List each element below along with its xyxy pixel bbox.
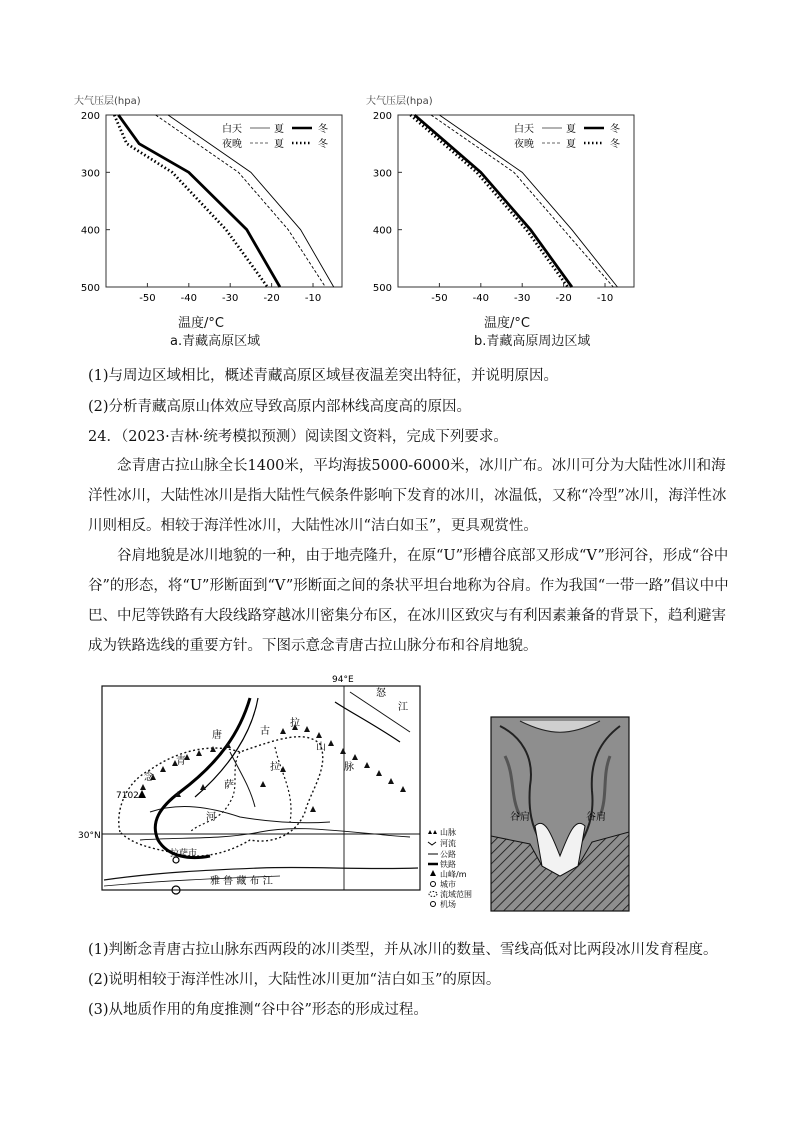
- map-label-tang: 唐: [212, 730, 222, 741]
- map-label-mai: 脉: [344, 762, 354, 773]
- chart-a-legend-day: 白天: [222, 124, 242, 135]
- chart-b: [362, 92, 652, 322]
- x-tick-label: -20: [263, 293, 280, 304]
- chart-a: [70, 92, 360, 322]
- x-tick-label: -50: [431, 293, 448, 304]
- svg-text:河流: 河流: [440, 839, 456, 848]
- svg-text:山峰/m: 山峰/m: [440, 870, 467, 879]
- valley-shoulder-label-left: 谷肩: [510, 812, 530, 823]
- y-tick-label: 300: [80, 168, 100, 180]
- chart-a-caption: a.青藏高原区域: [170, 334, 261, 349]
- x-tick-label: -30: [222, 293, 239, 304]
- chart-b-legend-summer2: 夏: [566, 139, 576, 150]
- map-lat-label: 30°N: [78, 831, 101, 841]
- valley-shoulder-label-right: 谷肩: [586, 812, 606, 823]
- chart-b-ylabel: 大气压层(hpa): [366, 96, 433, 107]
- chart-a-ylabel: 大气压层(hpa): [74, 96, 141, 107]
- chart-a-legend-night: 夜晚: [222, 139, 242, 150]
- map-lon-label: 94°E: [332, 675, 354, 685]
- x-tick-label: -10: [596, 293, 614, 304]
- q23-item-1: (1)与周边区域相比，概述青藏高原区域昼夜温差突出特征，并说明原因。: [88, 368, 559, 384]
- nyainqentanglha-map: [78, 672, 472, 912]
- map-label-yarlung: 雅 鲁 藏 布 江: [210, 876, 273, 887]
- chart-b-legend-winter: 冬: [610, 124, 620, 135]
- chart-a-legend-summer: 夏: [274, 124, 284, 135]
- svg-text:城市: 城市: [440, 880, 456, 889]
- map-legend: [428, 827, 472, 909]
- svg-text:机场: 机场: [440, 900, 456, 909]
- map-label-nu: 怒: [376, 688, 386, 699]
- x-tick-label: -40: [472, 293, 489, 304]
- y-tick-label: 300: [372, 168, 392, 180]
- series-line-3: [410, 115, 567, 287]
- q24-item-1: (1)判断念青唐古拉山脉东西两段的冰川类型，并从冰川的数量、雪线高低对比两段冰川发育程度。: [88, 942, 718, 958]
- map-label-la: 拉: [290, 718, 300, 729]
- valley-shoulder-sketch: [490, 716, 630, 912]
- y-tick-label: 200: [80, 111, 100, 122]
- series-line-2: [415, 115, 572, 287]
- city-lhasa-label: 拉萨市: [170, 849, 198, 859]
- map-label-nian: 念: [144, 772, 154, 783]
- map-label-shan: 山: [316, 742, 326, 753]
- q23-item-2: (2)分析青藏高原山体效应导致高原内部林线高度高的原因。: [88, 399, 472, 415]
- q24-item-2: (2)说明相较于海洋性冰川，大陆性冰川更加“洁白如玉”的原因。: [88, 972, 501, 988]
- chart-a-legend-winter2: 冬: [318, 139, 328, 150]
- chart-b-legend-day: 白天: [514, 124, 534, 135]
- q24-paragraph-1: 念青唐古拉山脉全长1400米，平均海拔5000-6000米，冰川广布。冰川可分为大陆性冰川和海洋性冰川，大陆性冰川是指大陆性气候条件影响下发育的冰川，冰温低，又称“冷型”冰川，海洋性冰川则相反。相较于海洋性冰川，大陆性冰川“洁白如玉”，更具观赏性。: [88, 458, 727, 534]
- chart-a-legend-summer2: 夏: [274, 139, 284, 150]
- q24-paragraph-2: 谷肩地貌是冰川地貌的一种，由于地壳隆升，在原“U”形槽谷底部又形成“V”形河谷，形成“谷中谷”的形态，将“U”形断面到“V”形断面之间的条状平坦台地称为谷肩。作为我国“一带一路”倡议中中巴、中尼等铁路有大段线路穿越冰川密集分布区，在冰川区致灾与有利因素兼备的背景下，趋利避害成为铁路选线的重要方针。下图示意念青唐古拉山脉分布和谷肩地貌。: [88, 548, 729, 654]
- map-label-lasa-1: 拉: [270, 762, 280, 773]
- y-tick-label: 200: [372, 111, 392, 122]
- peak-elevation: 7102: [116, 791, 139, 801]
- x-tick-label: -30: [514, 293, 531, 304]
- q24-header: 24．（2023·吉林·统考模拟预测）阅读图文资料，完成下列要求。: [88, 429, 508, 445]
- q24-item-3: (3)从地质作用的角度推测“谷中谷”形态的形成过程。: [88, 1002, 428, 1018]
- svg-text:流域范围: 流域范围: [440, 890, 472, 899]
- svg-text:铁路: 铁路: [440, 860, 456, 869]
- x-tick-label: -40: [180, 293, 197, 304]
- chart-b-xlabel: 温度/°C: [484, 316, 530, 331]
- chart-b-legend-winter2: 冬: [610, 139, 620, 150]
- map-label-lasa-3: 河: [206, 812, 216, 823]
- y-tick-label: 400: [372, 225, 392, 237]
- y-tick-label: 500: [372, 283, 392, 294]
- map-label-gu: 古: [260, 726, 270, 737]
- map-label-lasa-2: 萨: [224, 780, 234, 791]
- x-tick-label: -10: [304, 293, 322, 304]
- x-tick-label: -50: [139, 293, 156, 304]
- svg-text:公路: 公路: [440, 850, 456, 859]
- svg-text:山脉: 山脉: [440, 828, 456, 837]
- y-tick-label: 500: [80, 283, 100, 294]
- chart-a-xlabel: 温度/°C: [178, 316, 224, 331]
- x-tick-label: -20: [555, 293, 572, 304]
- map-label-qing: 青: [176, 756, 186, 767]
- chart-b-caption: b.青藏高原周边区域: [474, 334, 591, 349]
- y-tick-label: 400: [80, 225, 100, 237]
- chart-a-legend-winter: 冬: [318, 124, 328, 135]
- map-label-jiang: 江: [398, 702, 408, 713]
- chart-b-legend-summer: 夏: [566, 124, 576, 135]
- chart-b-legend-night: 夜晚: [514, 139, 534, 150]
